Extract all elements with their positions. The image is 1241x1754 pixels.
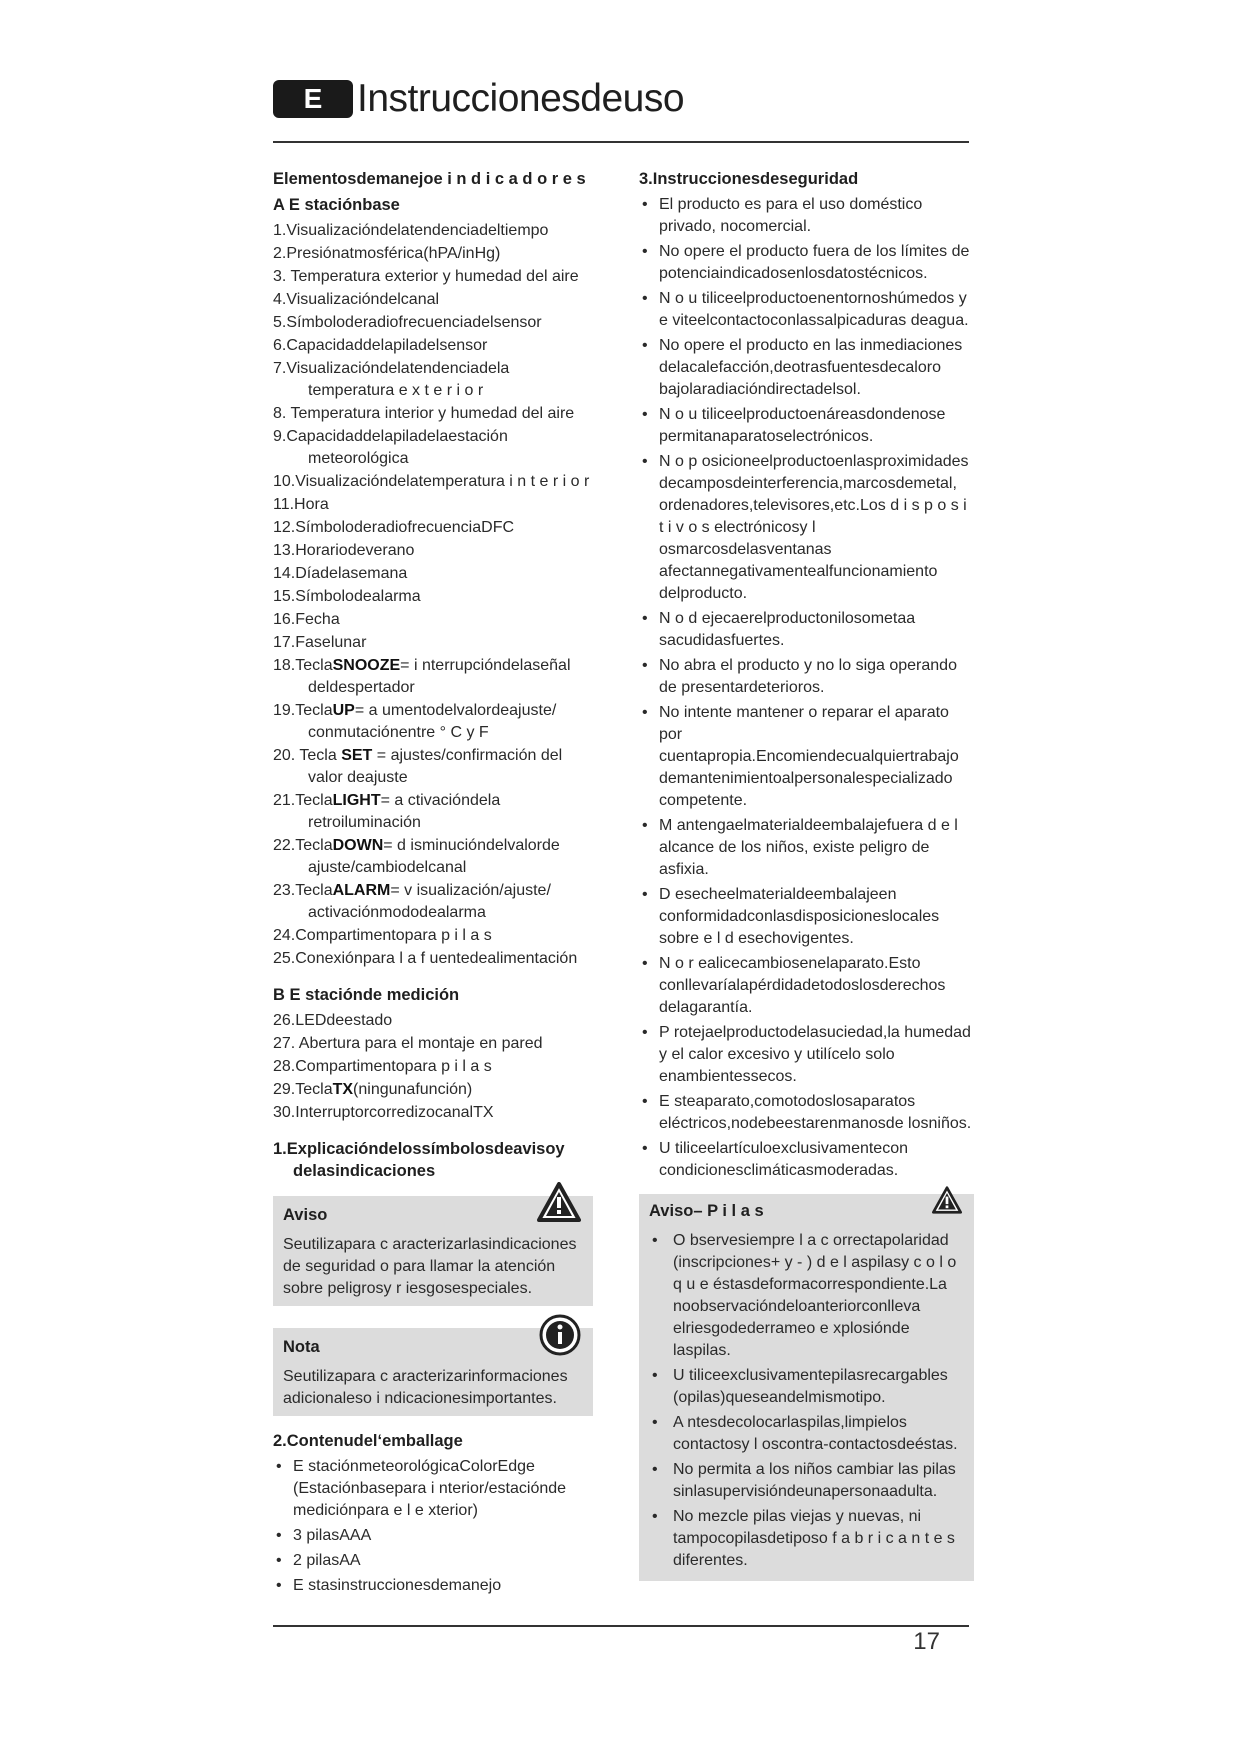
base-station-elements-list bbox=[273, 220, 593, 970]
list-item: 10.Visualizacióndelatemperatura i n t e r i o r bbox=[273, 473, 590, 490]
list-item: 3. Temperatura exterior y humedad del aire bbox=[273, 268, 579, 285]
list-item bbox=[273, 745, 593, 789]
list-item: • N o d ejecaerelproductonilosometaa sacudidasfuertes. bbox=[639, 608, 974, 652]
section-1-heading: 1.Explicacióndelossímbolosdeavisoy delasindicaciones bbox=[273, 1140, 565, 1180]
sensor-subheading: B E staciónde medición bbox=[273, 986, 460, 1004]
header-rule bbox=[273, 141, 969, 143]
list-item: 7.Visualizacióndelatendenciadela temperatura e x t e r i o r bbox=[273, 360, 510, 399]
item-description: = v isualización/ajuste/ activaciónmododealarma bbox=[308, 882, 551, 921]
safety-list bbox=[639, 194, 974, 1182]
list-item: • E staciónmeteorológicaColorEdge (Estaciónbasepara i nterior/estaciónde mediciónpara e l e xterior) bbox=[273, 1456, 593, 1522]
list-item: • M antengaelmaterialdeembalajefuera d e l alcance de los niños, existe peligro de asfixia. bbox=[639, 815, 974, 881]
battery-warning-title: Aviso– P i l a s bbox=[649, 1202, 764, 1220]
key-name: ALARM bbox=[332, 882, 391, 899]
page-number: 17 bbox=[913, 1628, 940, 1655]
list-item bbox=[273, 700, 593, 744]
list-item: • No permita a los niños cambiar las pilas sinlasupervisióndeunapersonaadulta. bbox=[649, 1459, 964, 1503]
list-item: 28.Compartimentopara p i l a s bbox=[273, 1058, 492, 1075]
list-item: 17.Faselunar bbox=[273, 634, 367, 651]
item-description: = d isminucióndelvalorde ajuste/cambiodelcanal bbox=[308, 837, 560, 876]
left-column bbox=[273, 168, 593, 1600]
battery-warning-box bbox=[639, 1194, 974, 1581]
key-name: UP bbox=[332, 702, 355, 719]
item-prefix: 19.Tecla bbox=[273, 702, 333, 719]
list-item: • No abra el producto y no lo siga operando de presentardeterioros. bbox=[639, 655, 974, 699]
list-item: 4.Visualizacióndelcanal bbox=[273, 291, 440, 308]
key-name: TX bbox=[332, 1081, 354, 1098]
list-item: 8. Temperatura interior y humedad del aire bbox=[273, 405, 575, 422]
list-item: 6.Capacidaddelapiladelsensor bbox=[273, 337, 488, 354]
list-item: 11.Hora bbox=[273, 496, 329, 513]
controls-heading: Elementosdemanejoe i n d i c a d o r e s bbox=[273, 170, 586, 188]
key-name: SET bbox=[341, 747, 373, 764]
warning-text: Seutilizapara c aracterizarlasindicaciones de seguridad o para llamar la atención sobre peligrosy r iesgosespeciales. bbox=[283, 1236, 577, 1297]
list-item: • U tiliceelartículoexclusivamentecon condicionesclimáticasmoderadas. bbox=[639, 1138, 974, 1182]
list-item: • No opere el producto en las inmediaciones delacalefacción,deotrasfuentesdecaloro bajolaradiacióndirectadelsol. bbox=[639, 335, 974, 401]
list-item: 27. Abertura para el montaje en pared bbox=[273, 1035, 543, 1052]
item-description: = ajustes/confirmación del valor deajuste bbox=[308, 747, 563, 786]
list-item: • N o u tiliceelproductoenentornoshúmedos y e viteelcontactoconlassalpicaduras deagua. bbox=[639, 288, 974, 332]
key-name: LIGHT bbox=[332, 792, 381, 809]
list-item: 14.Díadelasemana bbox=[273, 565, 408, 582]
list-item: 2.Presiónatmosférica(hPA/inHg) bbox=[273, 245, 501, 262]
section-3-heading: 3.Instruccionesdeseguridad bbox=[639, 170, 859, 188]
item-prefix: 18.Tecla bbox=[273, 657, 333, 674]
sensor-elements-list bbox=[273, 1010, 593, 1124]
info-icon bbox=[539, 1314, 581, 1356]
key-name: SNOOZE bbox=[332, 657, 401, 674]
list-item: • P rotejaelproductodelasuciedad,la humedad y el calor excesivo y utilícelo solo enambientessecos. bbox=[639, 1022, 974, 1088]
item-prefix: 29.Tecla bbox=[273, 1081, 333, 1098]
language-badge: E bbox=[273, 80, 353, 118]
item-description: = a ctivacióndela retroiluminación bbox=[308, 792, 501, 831]
list-item: 26.LEDdeestado bbox=[273, 1012, 393, 1029]
list-item: • N o u tiliceelproductoenáreasdondenose permitanaparatoselectrónicos. bbox=[639, 404, 974, 448]
key-name: DOWN bbox=[332, 837, 384, 854]
list-item: 25.Conexiónpara l a f uentedealimentación bbox=[273, 950, 578, 967]
list-item: 15.Símbolodealarma bbox=[273, 588, 421, 605]
warning-box bbox=[273, 1196, 593, 1306]
right-column bbox=[639, 168, 974, 1581]
list-item: • No mezcle pilas viejas y nuevas, ni tampocopilasdetiposo f a b r i c a n t e s diferentes. bbox=[649, 1506, 964, 1572]
list-item: • N o r ealicecambiosenelaparato.Esto conllevaríalapérdidadetodoslosderechos delagarantía. bbox=[639, 953, 974, 1019]
list-item: • U tiliceexclusivamentepilasrecargables (opilas)queseandelmismotipo. bbox=[649, 1365, 964, 1409]
list-item: 9.Capacidaddelapiladelaestación meteorológica bbox=[273, 428, 508, 467]
section-2-heading: 2.Contenudel‘emballage bbox=[273, 1432, 463, 1450]
list-item: 30.InterruptorcorredizocanalTX bbox=[273, 1104, 494, 1121]
item-prefix: 21.Tecla bbox=[273, 792, 333, 809]
list-item: • No intente mantener o reparar el aparato por cuentapropia.Encomiendecualquiertrabajo demantenimientoalpersonalespecializado competente. bbox=[639, 702, 974, 812]
warning-triangle-icon bbox=[932, 1186, 962, 1214]
list-item: 12.SímboloderadiofrecuenciaDFC bbox=[273, 519, 515, 536]
list-item: • 3 pilasAAA bbox=[273, 1525, 593, 1547]
list-item: 24.Compartimentopara p i l a s bbox=[273, 927, 492, 944]
list-item: 16.Fecha bbox=[273, 611, 340, 628]
item-prefix: 20. Tecla bbox=[273, 747, 342, 764]
note-title: Nota bbox=[283, 1338, 320, 1356]
list-item: • No opere el producto fuera de los límites de potenciaindicadosenlosdatostécnicos. bbox=[639, 241, 974, 285]
item-description: = i nterrupcióndelaseñal deldespertador bbox=[308, 657, 571, 696]
list-item bbox=[273, 655, 593, 699]
list-item: 5.Símboloderadiofrecuenciadelsensor bbox=[273, 314, 542, 331]
page-header bbox=[273, 77, 685, 120]
list-item bbox=[273, 880, 593, 924]
warning-triangle-icon bbox=[537, 1182, 581, 1222]
note-box bbox=[273, 1328, 593, 1416]
base-station-subheading: A E staciónbase bbox=[273, 196, 400, 214]
list-item: 13.Horariodeverano bbox=[273, 542, 415, 559]
item-description: = a umentodelvalordeajuste/ conmutaciónentre ° C y F bbox=[308, 702, 557, 741]
list-item bbox=[273, 790, 593, 834]
list-item: 1.Visualizacióndelatendenciadeltiempo bbox=[273, 222, 549, 239]
list-item: • 2 pilasAA bbox=[273, 1550, 593, 1572]
battery-warning-list bbox=[649, 1230, 964, 1572]
package-contents-list bbox=[273, 1456, 593, 1597]
item-prefix: 23.Tecla bbox=[273, 882, 333, 899]
list-item bbox=[273, 1079, 593, 1101]
warning-title: Aviso bbox=[283, 1206, 328, 1224]
list-item: • A ntesdecolocarlaspilas,limpielos contactosy l oscontra-contactosdeéstas. bbox=[649, 1412, 964, 1456]
list-item: • D esecheelmaterialdeembalajeen conformidadconlasdisposicioneslocales sobre e l d esechovigentes. bbox=[639, 884, 974, 950]
list-item: • El producto es para el uso doméstico privado, nocomercial. bbox=[639, 194, 974, 238]
list-item bbox=[273, 835, 593, 879]
item-description: (ningunafunción) bbox=[353, 1081, 473, 1098]
list-item: • N o p osicioneelproductoenlasproximidades decamposdeinterferencia,marcosdemetal, ordenadores,televisores,etc.Los d i s p o s i t i v o s electrónicosy l osmarcosdelasventanas afectannegativamentealfuncionamiento delproducto. bbox=[639, 451, 974, 605]
list-item: • E stasinstruccionesdemanejo bbox=[273, 1575, 593, 1597]
list-item: • O bservesiempre l a c orrectapolaridad (inscripciones+ y - ) d e l aspilasy c o l o q u e éstasdeformacorrespondiente.La noobservacióndeloanteriorconlleva elriesgodederrameo e xplosiónde laspilas. bbox=[649, 1230, 964, 1362]
item-prefix: 22.Tecla bbox=[273, 837, 333, 854]
footer-rule bbox=[273, 1625, 969, 1627]
list-item: • E steaparato,comotodoslosaparatos eléctricos,nodebeestarenmanosde losniños. bbox=[639, 1091, 974, 1135]
note-text: Seutilizapara c aracterizarinformaciones adicionaleso i ndicacionesimportantes. bbox=[283, 1368, 568, 1407]
page-title: Instruccionesdeuso bbox=[357, 77, 685, 120]
